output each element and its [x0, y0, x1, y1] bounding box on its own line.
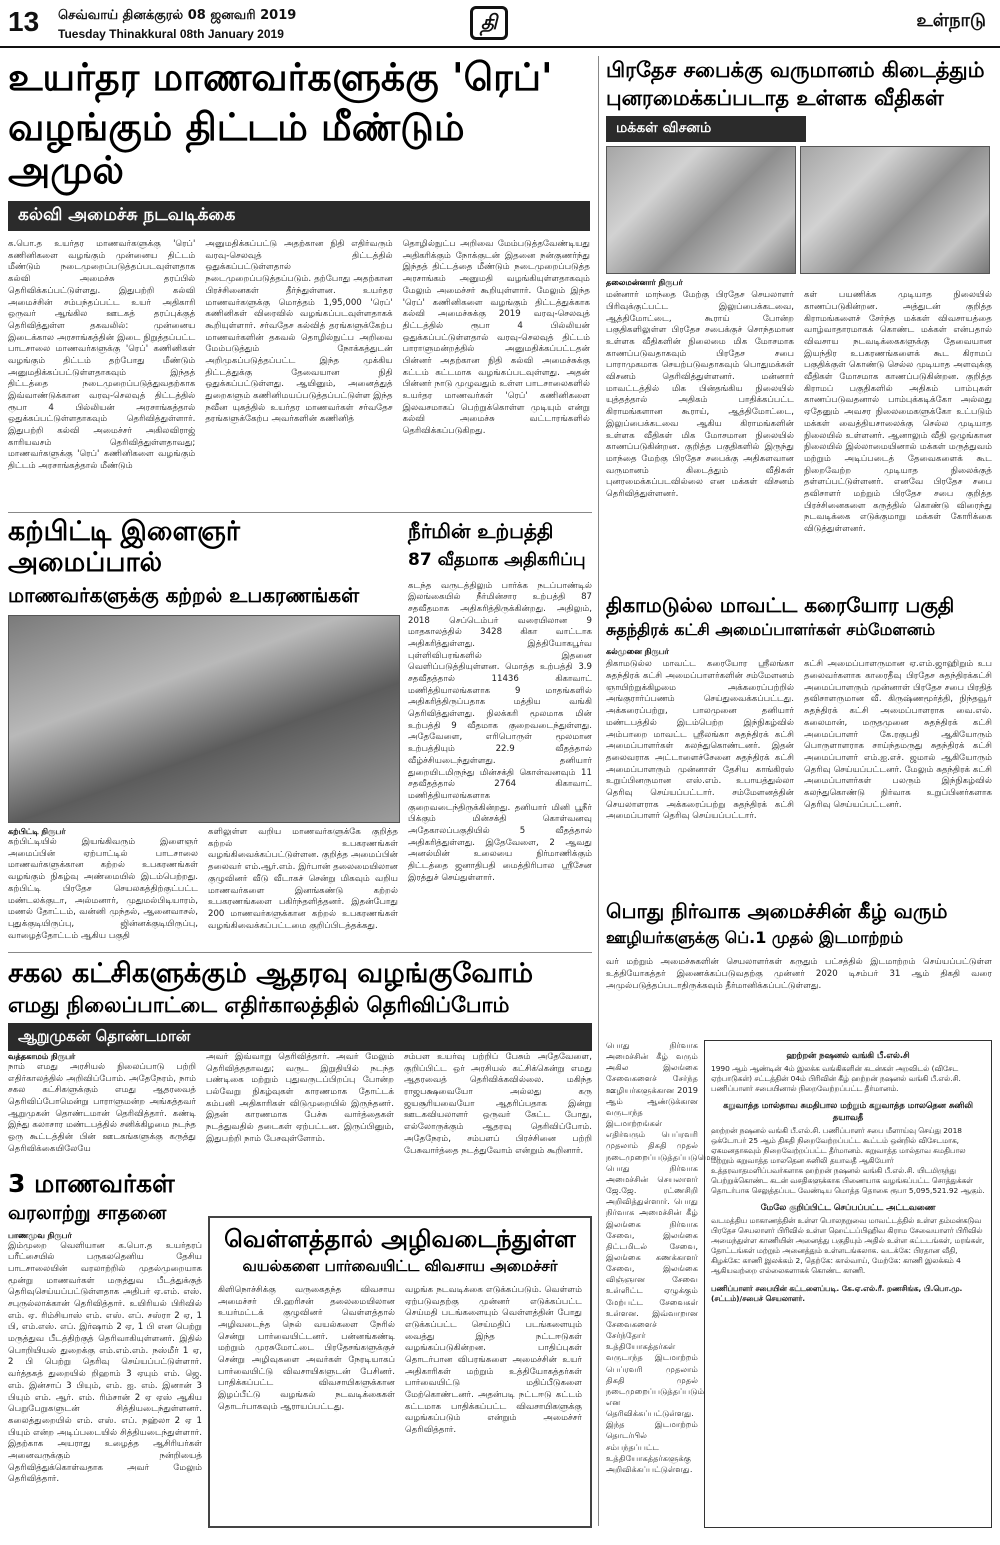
- transfers-col-2: வர் மற்றும் அமைச்சுகளின் செயலாளர்கள் கருதும் பட்சத்தில் இடமாற்றம் செய்யப்பட்டுள்ள உத்தியோகத்தர் இணைக்கப்படுவதற்கு முன்னர் 2020 டிசம்பர் 31 ஆம் திகதி வரை அமுல்படுத்தப்படாதிருக்கவும் தீர்மானிக்கப்பட்டுள்ளது.: [606, 957, 992, 991]
- lead-kicker: கல்வி அமைச்சு நடவடிக்கை: [8, 201, 590, 231]
- lead-headline-line2: வழங்கும் திட்டம் மீண்டும் அமுல்: [8, 104, 465, 193]
- thondaman-byline: வத்தகாமம் நிருபர்: [8, 1052, 76, 1061]
- lead-col-3: தொழில்நுட்ப அறிவை மேம்படுத்தவேண்டியது அதிகரிக்கும் நோக்குடன் இதனை நன்குணர்ந்து இந்தத் திட்டத்தை மீண்டும் நடைமுறைப்படுத்த அரசாங்கம் அனுமதி வழங்கியுள்ளதாகவும் மேலும் அமைச்சர் கூறியுள்ளார். மேலும் இந்த 'ரெப்' கணினிகளை வழங்கும் திட்டத்துக்காக கல்வி அமைச்சுக்கு 2019 வரவு-செலவுத் திட்டத்தில் ரூபா 4 பில்லியன் ஒதுக்கப்பட்டுள்ளதால் வரவு-செலவுத் திட்டம் பாராளுமன்றத்தில் அனுமதிக்கப்பட்டதன் பின்னர் அதற்கான நிதி கல்வி அமைச்சுக்கு கட்டம் கட்டமாக வழங்கப்படவுள்ளது. அதன் பின்னர் நாடு முழுவதும் உள்ள பாடசாலைகளில் உயர்தர மாணவர்கள் 'ரெப்' கணினிகளை இலவசமாகப் பெற்றுக்கொள்ள முடியும் என்று கல்வி அமைச்சு வட்டாரங்களில் தெரிவிக்கப்படுகிறது.: [402, 239, 590, 437]
- slfp-col-1: திகாமடுல்ல மாவட்ட கரையோர ஸ்ரீலங்கா சுதந்திரக் கட்சி அமைப்பாளர்களின் சம்மேளனம் ஞாயிற்றுக்கிழமை அக்கரைப்பற்றில் அங்குரார்ப்பணம் செய்துவைக்கப்பட்டது. அக்கரைப்பற்று, பாலமுனை தனியார் மண்டபத்தில் இடம்பெற்ற இந்நிகழ்வில் அம்பாறை மாவட்ட ஸ்ரீலங்கா சுதந்திரக் கட்சி அமைப்பாளர்கள் கலந்துகொண்டனர். இதன் தலைவராக அட்டாளைச்சேனை சுதந்திரக் கட்சி அமைப்பாளரும் முன்னாள் தேசிய காங்கிரஸ் உறுப்பினருமான எஸ்.எம். உபாயத்துல்லா தெரிவு செய்யப்பட்டார். சம்மேளனத்தின் செயலாளராக அக்கரைப்பற்று சுதந்திரக் கட்சி அமைப்பாளர் தெரிவு செய்யப்பட்டார்.: [606, 659, 794, 822]
- roads-story: [606, 58, 992, 578]
- lead-col-1: க.பொ.த உயர்தர மாணவர்களுக்கு 'ரெப்' கணினிகளை வழங்கும் முன்னைய திட்டம் மீண்டும் நடைமுறைப்படுத்தப்படவுள்ளதாக கல்வி அமைச்சு தரப்பில் தெரிவிக்கப்பட்டுள்ளது. இதுபற்றி கல்வி அமைச்சின் சம்பந்தப்பட்ட உயர் அதிகாரி ஒருவர் ஆங்கில ஊடகத் தரப்புக்குத் தெரிவித்துள்ள தகவலில்: முன்னைய இடைக்கால அரசாங்கத்தின் இடை நிறுத்தப்பட்ட பாடசாலை மாணவர்களுக்கு 'ரெப்' கணினிகள் வழங்கும் திட்டம் தற்போது மீண்டும் அனுமதிக்கப்பட்டுள்ளதாகவும் இந்தத் திட்டத்தை நடைமுறைப்படுத்துவதற்காக இவ்வாண்டுக்கான வரவு-செலவுத் திட்டத்தில் ரூபா 4 பில்லியன் அரசாங்கத்தால் ஒதுக்கப்பட்டுள்ளதாகவும் தெரிவித்துள்ளார். இதுபற்றி கல்வி அமைச்சர் அகிலவிராஜ் காரியவசம் தெரிவித்துள்ளதாவது; மாணவர்களுக்கு 'ரெப்' கணினிகளை வழங்கும் திட்டம் அரசாங்கத்தால் மீண்டும்: [8, 239, 196, 472]
- students-story: [8, 1170, 202, 1528]
- lead-col-2: அனுமதிக்கப்பட்டு அதற்கான நிதி எதிர்வரும் வரவு-செலவுத் திட்டத்தில் ஒதுக்கப்பட்டுள்ளதால் நடைமுறைப்படுத்தப்படும். தற்போது அதற்கான பிரச்சினைகள் தீர்ந்துள்ளன. உயர்தர மாணவர்களுக்கு மொத்தம் 1,95,000 'ரெப்' கணினிகள் விரைவில் வழங்கப்படவுள்ளதாகக் கூறியுள்ளார். சர்வதேச கல்வித் தரங்களுக்கேற்ப மாணவர்களின் தகவல் தொழில்நுட்ப அறிவை மேம்படுத்தும் நோக்கத்துடன் அறிமுகப்படுத்தப்பட்ட இந்த முக்கிய திட்டத்துக்கு தேவையான நிதி ஒதுக்கப்பட்டுள்ளது. ஆயினும், அனைத்துத் துறைகளும் கணினிமயப்படுத்தப்பட்டுள்ள இந்த நவீன யுகத்தில் உயர்தர மாணவர்கள் சர்வதேச தரங்களுக்கேற்ப அவர்களின் கணினித்: [205, 239, 393, 425]
- road-photo-2: [800, 146, 990, 274]
- kalpitiya-headline-line2: மாணவர்களுக்கு கற்றல் உபகரணங்கள்: [8, 583, 360, 608]
- thondaman-headline-line2: எமது நிலைப்பாட்டை எதிர்காலத்தில் தெரிவிப்போம்: [8, 993, 510, 1018]
- notice-intro: 1990 ஆம் ஆண்டின் 4ம் இலக்க வங்கிகளின் கடன்கள் அறவிடல் (விசேட ஏற்பாடுகள்) சட்டத்தின் 04ம் பிரிவின் கீழ் ஹற்றன் நஷனல் வங்கி பீ.எல்.சி. பணிப்பாளர் சபையினால் நிறைவேற்றப்பட்ட தீர்மானம்.: [711, 1064, 961, 1094]
- notice-schedule: வடமத்திய மாகாணத்தின் உள்ள பொலநறுவை மாவட்டத்தில் உள்ள தம்மன்கடுவ பிரதேச செயலாளர் பிரிவில் உள்ள ஹெட்டப்பிஹிவ கிராம சேவையாளர் பிரிவில் அமைந்துள்ள காணியின் அனைத்து பகுதியும் அதில் உள்ள கட்டடங்கள், மரங்கள், தோட்டங்கள் மற்றும் அனைத்தும் உள்ளடங்கலாக. வடக்கே: பிரதான வீதி, கிழக்கே: காணி இலக்கம் 2, தெற்கே: கால்வாய், மேற்கே: காணி இலக்கம் 4 ஆகியவற்றை எல்லைகளாகக் கொண்ட காணி.: [711, 1216, 985, 1276]
- slfp-headline-line2: சுதந்திரக் கட்சி அமைப்பாளர்கள் சம்மேளனம்: [606, 620, 936, 639]
- roads-byline: தலைமன்னார் நிருபர்: [606, 278, 683, 288]
- students-body: இம்முறை வெளியான க.பொ.த உயர்தரப் பரீட்சையில் பருகலதெனிய தேசிய பாடசாலையின் வரலாற்றில் முதல்முறையாக மூன்று மாணவர்கள் மருத்துவ பீடத்துக்குத் தெரிவுசெய்யப்பட்டுள்ளதாக அதிபர் ஏ.எம். எஸ். சபுருல்லாக்கான் தெரிவித்தார். உயிரியல் பிரிவில் எம். ஏ. ரிம்சியாஸ் எம். எஸ். எப். சஸ்ரா 2 ஏ, 1 பி, எம்.எஸ். எப். இர்ஷாம் 2 ஏ, 1 பி என பெற்று மருத்துவ பீடத்திற்குத் தெரிவாகியுள்ளனர். இதில் பொறியியல் துறைக்கு எம்.எம்.எம். நஸ்மீர் 1 ஏ, 2 பி பெற்று தெரிவு செய்யப்பட்டுள்ளார். வர்த்தகத் துறையில் றிஹாம் 3 ஏயும் எம். ஜெ. எம். இன்சாப் 3 பியும், எம். ஐ. எம். இனான் 3 பியும் எம். ஆர். எம். ரிம்சான் 2 ஏ ஏஸ் ஆகிய பெறுபேறுகளுடன் சித்தியடைந்துள்ளனர். கலைத்துறையில் எம். எஸ். எப். நஹ்லா 2 ஏ 1 பியும் என்ற அடிப்படையில் சித்தியடைந்துள்ளார். இதற்காக அயராது உழைத்த ஆசிரியர்கள் அனைவருக்கும் நன்றியைத் தெரிவித்துக்கொள்வதாக அவர் மேலும் தெரிவித்தார்.: [8, 1240, 202, 1485]
- hydro-body: கடந்த வருடத்திலும் பார்க்க நடப்பாண்டில் இலங்கையில் நீர்மின்சார உற்பத்தி 87 சதவீதமாக அதிகரித்திருக்கின்றது. அதிலும், 2018 செப்டெம்பர் வரையிலான 9 மாதகாலத்தில் 3428 கிகா வாட்டாக அதிகரித்துள்ளது. இத்தியோகபூர்வ புள்ளிவிபரங்களில் இதனை வெளிப்படுத்தியுள்ளன. மொத்த உற்பத்தி 3.9 சதவீதத்தால் 11436 கிகாவாட் மணித்தியாலங்களாக 9 மாதங்களில் அதிகரித்திருப்பதாக மத்திய வங்கி தெரிவித்துள்ளது. நிலக்கரி மூலமாக மின் உற்பத்தி 9 வீதமாக குறைவடைந்துள்ளது. அதேவேளை, எரிபொருள் மூலமான உற்பத்தியும் 22.9 வீதத்தால் வீழ்ச்சியடைந்துள்ளது. தனியார் துறையிடமிருந்து மின்சக்தி கொள்வனவும் 11 சதவீதத்தால் 2764 கிகாவாட் மணித்தியாலங்களாக குறைவடைந்திருக்கின்றது. தனியார் மினி பூநீர் பிக்கும் மின்சக்தி கொள்வனவு அதேகாலப்பகுதியில் 5 வீதத்தால் அதிகரித்துள்ளது. இதேவேளை, 2 ஆவது அனல்மின் உலையை நிர்மாணிக்கும் திட்டத்தை ஜனாதிபதி மைத்திரிபால ஸ்ரீசேன இரத்துச் செய்துள்ளார்.: [408, 580, 592, 883]
- notice-body: ஹற்றன் நஷனல் வங்கி பீ.எல்.சி. பணிப்பாளர் சபை மீளாய்வு செய்து 2018 ஒக்டோபர் 25 ஆம் திகதி நிறைவேற்றப்பட்ட கூட்டம் ஒன்றில் விசேடமாக, ஏகமனதாகவும் நிறைவேற்றப்பட்ட தீர்மானம். கறுவாத்த மால்தாவ சுமதிபால மற்றும் கறுவாத்த மாலதென சுனிலி தயாவதீ ஆகியோர் உத்தரவாதமளிப்பவர்களாக ஹற்றன் நஷனல் வங்கி பீ.எல்.சி. யிடமிருந்து பெற்றுக்கொண்ட கடன் வசதிகளுக்காக பிணையாக வழங்கப்பட்ட சொத்துக்கள் தொடர்பாக செலுத்தப்பட வேண்டிய மொத்த தொகை ரூபா 5,095,521.92 ஆகும்.: [711, 1125, 985, 1195]
- roads-kicker: மக்கள் விசனம்: [606, 116, 806, 142]
- students-photo: [8, 615, 400, 823]
- flood-headline-line1: வெள்ளத்தால் அழிவடைந்துள்ள: [224, 1225, 576, 1253]
- transfers-headline-line2: ஊழியர்களுக்கு பெ்.1 முதல் இடமாற்றம்: [606, 928, 904, 947]
- slfp-byline: கல்முனை நிருபர்: [606, 647, 669, 657]
- roads-col-2: கள் பயணிக்க முடியாத நிலையில் காணப்படுகின்றன. அத்துடன் குறித்த கிராமங்களைச் சேர்ந்த மக்கள் விவசாயத்தை வாழ்வாதாரமாகக் கொண்ட மக்கள் என்பதால் விவசாய நடவடிக்கைகளுக்கு தேவையான இயந்திர உபகரணங்களைக் கூட கிராமப் பகுதிக்குள் கொண்டு செல்ல முடியாத அளவுக்கு வீதிகள் மோசமாக காணப்படுகின்றன. குறித்த கிராமப் பகுதிகளில் அதிகம் பாம்புகள் காணப்படுவதனால் பாம்புக்கடிக்கோ அல்லது ஏதேனும் அவசர நிலைமைகளுக்கோ உட்படும் மக்கள் வைத்தியசாலைக்கு செல்ல முடியாத நிலையில் உள்ளனர். ஆனாலும் வீதி ஒழுங்கான நிலையில் இல்லாமையினால் மக்கள் மருத்துவம் மற்றும் அடிப்படைத் தேவைகளைக் கூட நிறைவேற்ற முடியாத நிலைக்குத் தள்ளப்பட்டுள்ளனர். எனவே பிரதேச சபை தவிசாளர் மற்றும் பிரதேச சபை குறித்த பிரச்சினைகளை கருத்தில் கொண்டு விரைந்து நடவடிக்கை எடுக்குமாறு மக்கள் கோரிக்கை விடுத்துள்ளனர்.: [804, 290, 992, 535]
- students-headline-line1: 3 மாணவர்கள்: [8, 1169, 175, 1198]
- thondaman-col-3: சம்பள உயர்வு பற்றிப் பேசும் அதேவேளை, குறிப்பிட்ட ஒர் அரசியல் கட்சிக்கென்று எமது ஆதரவைத் தெரிவிக்கவில்லை. மகிந்த ராஜபக்ஷவையோ அல்லது கரு ஜயசூரியவையோ ஆதரிப்பதாக இன்று ஊடகவியலாளர் ஒருவர் கேட்ட போது, எல்லோருக்கும் ஆதரவு தெரிவிப்போம். அதேநேரம், சம்பளப் பிரச்சினை பற்றி பேசுவார்த்தை நடத்துவோம் என்றும் கூறினார்.: [404, 1052, 592, 1156]
- roads-headline-line2: புனரமைக்கப்படாத உள்ளக வீதிகள்: [606, 86, 944, 111]
- kalpitiya-story: [8, 516, 400, 946]
- hydro-story: [408, 520, 592, 950]
- flood-col-2: வழங்க நடவடிக்கை எடுக்கப்படும். வெள்ளம் ஏற்படுவதற்கு முன்னர் எடுக்கப்பட்ட செய்மதி படங்களையும் வெள்ளத்தின் போது எடுக்கப்பட்ட செய்மதிப் படங்களையும் வைத்து இந்த நட்டஈடுகள் வழங்கப்படுகின்றன. பாதிப்புகள் தொடர்பான விபரங்களை அமைச்சின் உயர் அதிகாரிகள் மற்றும் உத்தியோகத்தர்கள் பார்வையிட்டு மதிப்பீடுகளை மேற்கொண்டனர். அதன்படி நட்டஈடு கட்டம் கட்டமாக பாதிக்கப்பட்ட விவசாயிகளுக்கு வழங்கப்படும் என்றும் அமைச்சர் தெரிவித்தார்.: [405, 1284, 582, 1436]
- notice-schedule-title: மேலே குறிப்பிட்ட செப்பப்பட்ட அட்டவணை: [760, 1201, 936, 1212]
- hydro-headline-line1: நீர்மின் உற்பத்தி: [408, 519, 554, 543]
- date-tamil: செவ்வாய் தினக்குரல் 08 ஜனவரி 2019: [58, 8, 297, 23]
- section-name: உள்நாடு: [916, 10, 986, 31]
- thondaman-headline-line1: சகல கட்சிகளுக்கும் ஆதரவு வழங்குவோம்: [8, 958, 534, 989]
- hydro-headline-line2: 87 வீதமாக அதிகரிப்பு: [408, 550, 586, 570]
- kalpitiya-byline: கற்பிட்டி நிருபர்: [8, 827, 66, 837]
- notice-subtitle: கறுவாத்த மால்தாவ சுமதிபால மற்றும் கறுவாத்த மாலதென சுனிலி தயாவதீ: [723, 1100, 973, 1122]
- date-english: Tuesday Thinakkural 08th January 2019: [58, 27, 284, 41]
- slfp-headline-line1: திகாமடுல்ல மாவட்ட கரையோர பகுதி: [606, 593, 955, 617]
- flood-headline-line2: வயல்களை பார்வையிட்ட விவசாய அமைச்சர்: [242, 1256, 558, 1275]
- thondaman-col-1: நாம் எமது அரசியல் நிலைப்பாடு பற்றி எதிர்காலத்தில் அறிவிப்போம். அதேநேரம், நாம் சகல கட்சிகளுக்கும் எமது ஆதரவைத் தெரிவிப்போமென்று பாராளுமன்ற அங்கத்தவர் ஆறுமுகன் தொண்டமான் தெரிவித்தார். கண்டி இந்து கலாசார மண்டபத்தில் சனிக்கிழமை நடந்த ஒரு கூட்டத்தின் பின் ஊடகங்களுக்கு கருத்து தெரிவிக்கையிலேயே: [8, 1062, 196, 1154]
- kalpitiya-col-1: கற்பிட்டியில் இயங்கிவரும் இளைஞர் அமைப்பின் ஏற்பாட்டில் பாடசாலை மாணவர்களுக்கான கற்றல் உபகரணங்கள் வழங்கும் நிகழ்வு அண்மையில் இடம்பெற்றது. கற்பிட்டி பிரதேச செயலகத்திற்குட்பட்ட மண்டலக்குடா, அல்மனார், முதுமல்பிடியாரம், மணல் தோட்டம், வன்னி முந்தல், ஆனைவாசல், புதுக்குடியிருப்பு, ஜின்னக்குடியிருப்பு, வாழைத்தோட்டம் ஆகிய பகுதி: [8, 837, 198, 941]
- notice-title: ஹற்றன் நஷனல் வங்கி பீ.எல்.சி: [786, 1050, 910, 1060]
- lead-headline-line1: உயர்தர மாணவர்களுக்கு 'ரெப்': [8, 55, 553, 99]
- kalpitiya-headline-line1: கற்பிட்டி இளைஞர் அமைப்பால்: [8, 516, 240, 579]
- flood-col-1: கிளிநொச்சிக்கு வருகைதந்த விவசாய அமைச்சர் பி.ஹரிசன் தலைமையிலான உயர்மட்டக் குழுவினர் வெள்ளத்தால் அழிவடைந்த நெல் வயல்களை நேரில் சென்று பார்வையிட்டனர். பன்னங்கண்டி மற்றும் முரசுமோட்டை பிரதேசங்களுக்குச் சென்று அழிவுகளை அவர்கள் நேரடியாகப் பார்வையிட்டு விவசாயிகளுடன் பேசினர். பாதிக்கப்பட்ட விவசாயிகளுக்கான இழப்பீட்டு வழங்கல் நடவடிக்கைகள் தொடர்பாகவும் ஆராயப்பட்டது.: [218, 1284, 395, 1412]
- roads-headline-line1: பிரதேச சபைக்கு வருமானம் கிடைத்தும்: [606, 58, 985, 82]
- page-number: 13: [8, 6, 40, 37]
- bank-notice: [704, 1040, 992, 1528]
- students-byline: பாணமுவ நிருபர்: [8, 1230, 72, 1240]
- section-rule: [8, 512, 592, 513]
- thondaman-kicker: ஆறுமுகன் தொண்டமான்: [8, 1023, 592, 1051]
- page-header: [0, 0, 1000, 48]
- section-rule-2: [8, 952, 592, 953]
- transfers-story: [606, 900, 992, 1040]
- slfp-col-2: கட்சி அமைப்பாளருமான ஏ.எம்.ஜாஹிறும் உப தலைவர்களாக காரைதீவு பிரதேச சுதந்திரக்கட்சி அமைப்பாளரும் முன்னாள் பிரதேச சபை பிரதித் தவிசாளருமான வீ. கிருஷ்ணமூர்த்தி, நிந்தவூர் சுதந்திரக் கட்சி அமைப்பாளராக வை.எல். கலைமான், மருதமுனை சுதந்திரக் கட்சி அமைப்பாளர் கே.ரகுபதி ஆகியோரும் பொருளாளராக சாய்ந்தமருது சுதந்திரக் கட்சி அமைப்பாளர் எம்.ஐ.எச். ஜமால் ஆகியோரும் தெரிவு செய்யப்பட்டனர். மேலும் சுதந்திரக் கட்சி அமைப்பாளர்கள் பலரும் இந்நிகழ்வில் கலந்துகொண்டு நிர்வாக உறுப்பினர்களாக தெரிவு செய்யப்பட்டனர்.: [804, 659, 992, 810]
- transfers-col-1: பொது நிர்வாக அமைச்சின் கீழ் வரும் அகில இலங்கை சேவைகளைச் சேர்ந்த ஊழியர்களுக்கான 2019 ஆம் ஆண்டுக்கான வருடாந்த இடமாற்றங்கள் எதிர்வரும் பெப்ரவரி முதலாம் திகதி முதல் நடைமுறைப்படுத்தப்படுமென பொது நிர்வாக அமைச்சின் செயலாளர் ஜே.ஜே. ரட்ணசிறி அறிவித்துள்ளார். பொது நிர்வாக அமைச்சின் கீழ் இலங்கை நிர்வாக சேவை, இலங்கை திட்டமிடல் சேவை, இலங்கை கணக்காளர் சேவை, இலங்கை விஞ்ஞான சேவை உள்ளிட்ட ஏழுக்கும் மேற்பட்ட சேவைகள் உள்ளன. இவ்வாறான சேவைகளைச் சேர்ந்தோர் உத்தியோகத்தர்கள் வருடாந்த இடமாற்றம் பெப்ரவரி முதலாம் திகதி முதல் நடைமுறைப்படுத்தப்படும் என தெரிவிக்கப்பட்டுள்ளது. இந்த இடமாற்றம் தொடர்பில் சம்பந்தப்பட்ட உத்தியோகத்தர்களுக்கு அறிவிக்கப்பட்டுள்ளது.: [606, 1040, 719, 1474]
- kalpitiya-col-2: களிலுள்ள வறிய மாணவர்களுக்கே குறித்த கற்றல் உபகரணங்கள் வழங்கிவைக்கப்பட்டுள்ளன. குறித்த அமைப்பின் தலைவர் எம்.ஆர்.எம். இர்பான் தலைமையிலான குழுவினர் வீடு வீடாகச் சென்று மிகவும் வறிய மாணவர்களை இனங்கண்டு கற்றல் உபகரணங்களை பகிர்ந்தளித்தனர். இதன்போது 200 மாணவர்களுக்கான கற்றல் உபகரணங்கள் வழங்கிவைக்கப்பட்டமை குறிப்பிடத்தக்கது.: [208, 827, 398, 931]
- students-headline-line2: வரலாற்று சாதனை: [8, 1201, 167, 1224]
- column-divider: [598, 56, 599, 1526]
- transfers-headline-line1: பொது நிர்வாக அமைச்சின் கீழ் வரும்: [606, 899, 948, 923]
- slfp-story: [606, 594, 992, 884]
- road-photo-1: [606, 146, 796, 274]
- thondaman-col-2: அவர் இவ்வாறு தெரிவித்தார். அவர் மேலும் தெரிவித்ததாவது; வருட இறுதியில் நடந்த பண்டிகை மற்றும் புதுவருடப்பிறப்பு போன்ற பல்வேறு நிகழ்வுகள் காரணமாக தோட்டக் கம்பனி அதிகாரிகள் விடுமுறையில் இருந்தனர். இதன் காரணமாக பேச்சு வார்த்தைகள் நடத்துவதில் தடைகள் ஏற்பட்டன. இருப்பினும், இதுபற்றி நாம் பேசவுள்ளோம்.: [206, 1052, 394, 1144]
- roads-col-1: மன்னார் மாந்தை மேற்கு பிரதேச செயலாளர் பிரிவுக்குட்பட்ட இலுப்பைக்கடவை, ஆத்திமோட்டை, கூராய் போன்ற பகுதிகளிலுள்ள பிரதேச சபைக்குச் சொந்தமான உள்ளக வீதிகளின் நிலைமை மிக மோசமாக காணப்படுவதாகவும் பிரதேச சபை பாராமுகமாக செயற்படுவதாகவும் பொதுமக்கள் விசனம் தெரிவித்துள்ளனர். மன்னார் மாவட்டத்தில் மிக பின்தங்கிய நிலையில் யுத்தத்தால் அதிகம் பாதிக்கப்பட்ட கிராமங்களான கூராய், ஆத்திமோட்டை, இலுப்பைக்கடவை ஆகிய கிராமங்களின் உள்ளக வீதிகள் மிக மோசமான நிலையில் காணப்படுகின்றன. குறித்த பகுதிகளில் இருந்து மாந்தை மேற்கு பிரதேச சபைக்கு அதிகளவான வருமானம் கிடைத்தும் வீதிகள் புனரமைக்கப்படவில்லை என மக்கள் விசனம் தெரிவித்துள்ளனர்.: [606, 290, 794, 499]
- notice-signature: பணிப்பாளர் சபையின் கட்டளைப்படி. கே.ஏ.எல்.ரீ. றணசிங்க, பி.பொ.மு. (சட்டம்)/சபைச் செயலாளர்.: [711, 1284, 963, 1304]
- flood-story: [208, 1216, 592, 1528]
- lead-story: [8, 56, 590, 536]
- newspaper-logo: தி: [470, 6, 508, 40]
